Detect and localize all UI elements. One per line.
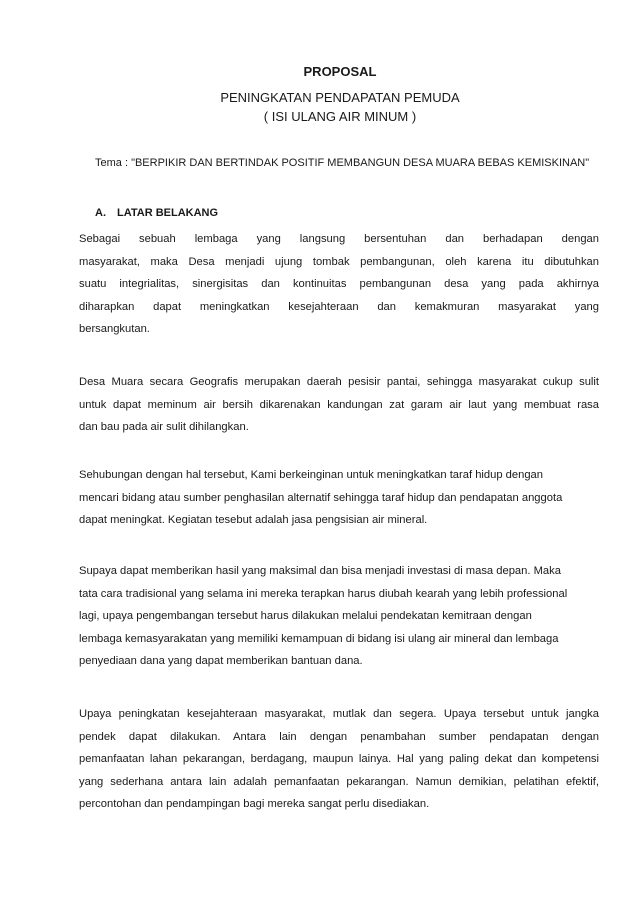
paragraph-line: pendek dapat dilakukan. Antara lain dengan penambahan sumber pendapatan dengan [79, 730, 599, 743]
section-heading [95, 207, 218, 219]
paragraph-line: untuk dapat meminum air bersih dikarenakan kandungan zat garam air laut yang membuat rasa [79, 398, 599, 411]
proposal-title: PENINGKATAN PENDAPATAN PEMUDA [220, 90, 460, 105]
paragraph-line: lagi, upaya pengembangan tersebut harus dilakukan melalui pendekatan kemitraan dengan [79, 610, 532, 622]
paragraph-line: penyediaan dana yang dapat memberikan bantuan dana. [79, 655, 363, 667]
section-number: A. [95, 207, 106, 219]
paragraph-line: Upaya peningkatan kesejahteraan masyarakat, mutlak dan segera. Upaya tersebut untuk jangka [79, 708, 599, 720]
paragraph-line: masyarakat, maka Desa menjadi ujung tombak pembangunan, oleh karena itu dibutuhkan [79, 255, 599, 268]
proposal-subtitle: ( ISI ULANG AIR MINUM ) [263, 109, 417, 124]
paragraph-4 [79, 560, 599, 673]
tema-line: Tema : "BERPIKIR DAN BERTINDAK POSITIF MEMBANGUN DESA MUARA BEBAS KEMISKINAN" [95, 157, 590, 169]
paragraph-2 [79, 371, 599, 439]
paragraph-line: diharapkan dapat meningkatkan kesejahteraan dan kemakmuran masyarakat yang [79, 300, 599, 313]
section-title: LATAR BELAKANG [117, 207, 219, 219]
paragraph-line: dan bau pada air sulit dihilangkan. [79, 421, 249, 433]
paragraph-line: mencari bidang atau sumber penghasilan alternatif sehingga taraf hidup dan pendapatan anggota [79, 491, 563, 504]
paragraph-line: percontohan dan pendampingan bagi mereka sangat perlu disediakan. [79, 798, 430, 810]
paragraph-line: lembaga kemasyarakatan yang memiliki kemampuan di bidang isi ulang air mineral dan lembaga [79, 632, 559, 645]
paragraph-5 [79, 703, 599, 816]
paragraph-line: Sebagai sebuah lembaga yang langsung bersentuhan dan berhadapan dengan [79, 233, 599, 245]
paragraph-line: suatu integrialitas, sinergisitas dan kontinuitas pembangunan desa yang pada akhirnya [79, 278, 599, 290]
paragraph-line: Sehubungan dengan hal tersebut, Kami berkeinginan untuk meningkatkan taraf hidup dengan [79, 469, 544, 481]
paragraph-3 [79, 464, 599, 532]
paragraph-line: tata cara tradisional yang selama ini mereka terapkan harus diubah kearah yang lebih professional [79, 587, 568, 600]
paragraph-line: bersangkutan. [79, 323, 150, 335]
paragraph-line: Supaya dapat memberikan hasil yang maksimal dan bisa menjadi investasi di masa depan. Maka [79, 565, 561, 577]
paragraph-line: pemanfaatan lahan pekarangan, berdagang, maupun lainya. Hal yang paling dekat dan kompetensi [79, 753, 599, 765]
paragraph-1 [79, 228, 599, 341]
proposal-heading: PROPOSAL [303, 64, 377, 79]
paragraph-line: Desa Muara secara Geografis merupakan daerah pesisir pantai, sehingga masyarakat cukup sulit [79, 376, 599, 388]
paragraph-line: dapat meningkat. Kegiatan tesebut adalah jasa pengsisian air mineral. [79, 514, 428, 526]
paragraph-line: yang sederhana antara lain adalah pemanfaatan pekarangan. Namun demikian, pelatihan efektif, [79, 775, 599, 788]
